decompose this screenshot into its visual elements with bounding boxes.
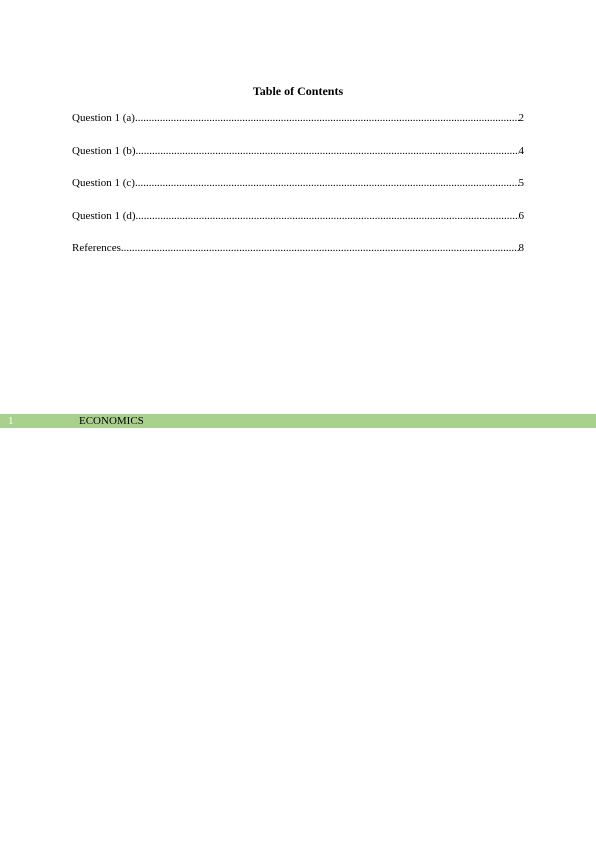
toc-entry-page: 4 — [518, 144, 524, 157]
toc-entry-page: 8 — [518, 242, 524, 255]
toc-dot-leader — [121, 240, 519, 256]
toc-entry-page: 2 — [518, 112, 524, 124]
toc-entry-label: Question 1 (d) — [72, 209, 136, 222]
toc-dot-leader — [135, 175, 519, 191]
toc-entry-question-1a[interactable] — [72, 110, 524, 126]
toc-entry-question-1c[interactable] — [72, 175, 524, 191]
toc-entry-question-1d[interactable] — [72, 208, 524, 224]
toc-entry-page: 5 — [518, 177, 524, 190]
footer-running-title: ECONOMICS — [79, 415, 144, 427]
toc-entry-page: 6 — [518, 209, 524, 222]
footer-page-number: 1 — [8, 415, 14, 427]
toc-entry-label: Question 1 (c) — [72, 177, 135, 190]
toc-dot-leader — [135, 110, 519, 126]
toc-dot-leader — [136, 208, 519, 224]
toc-dot-leader — [136, 143, 519, 159]
footer-bar — [0, 414, 596, 428]
toc-entry-label: Question 1 (b) — [72, 144, 136, 157]
toc-entry-label: References — [72, 242, 121, 255]
toc-entry-label: Question 1 (a) — [72, 112, 135, 124]
toc-heading: Table of Contents — [252, 84, 344, 98]
toc-entry-question-1b[interactable] — [72, 143, 524, 159]
table-of-contents — [72, 110, 524, 273]
toc-entry-references[interactable] — [72, 240, 524, 256]
